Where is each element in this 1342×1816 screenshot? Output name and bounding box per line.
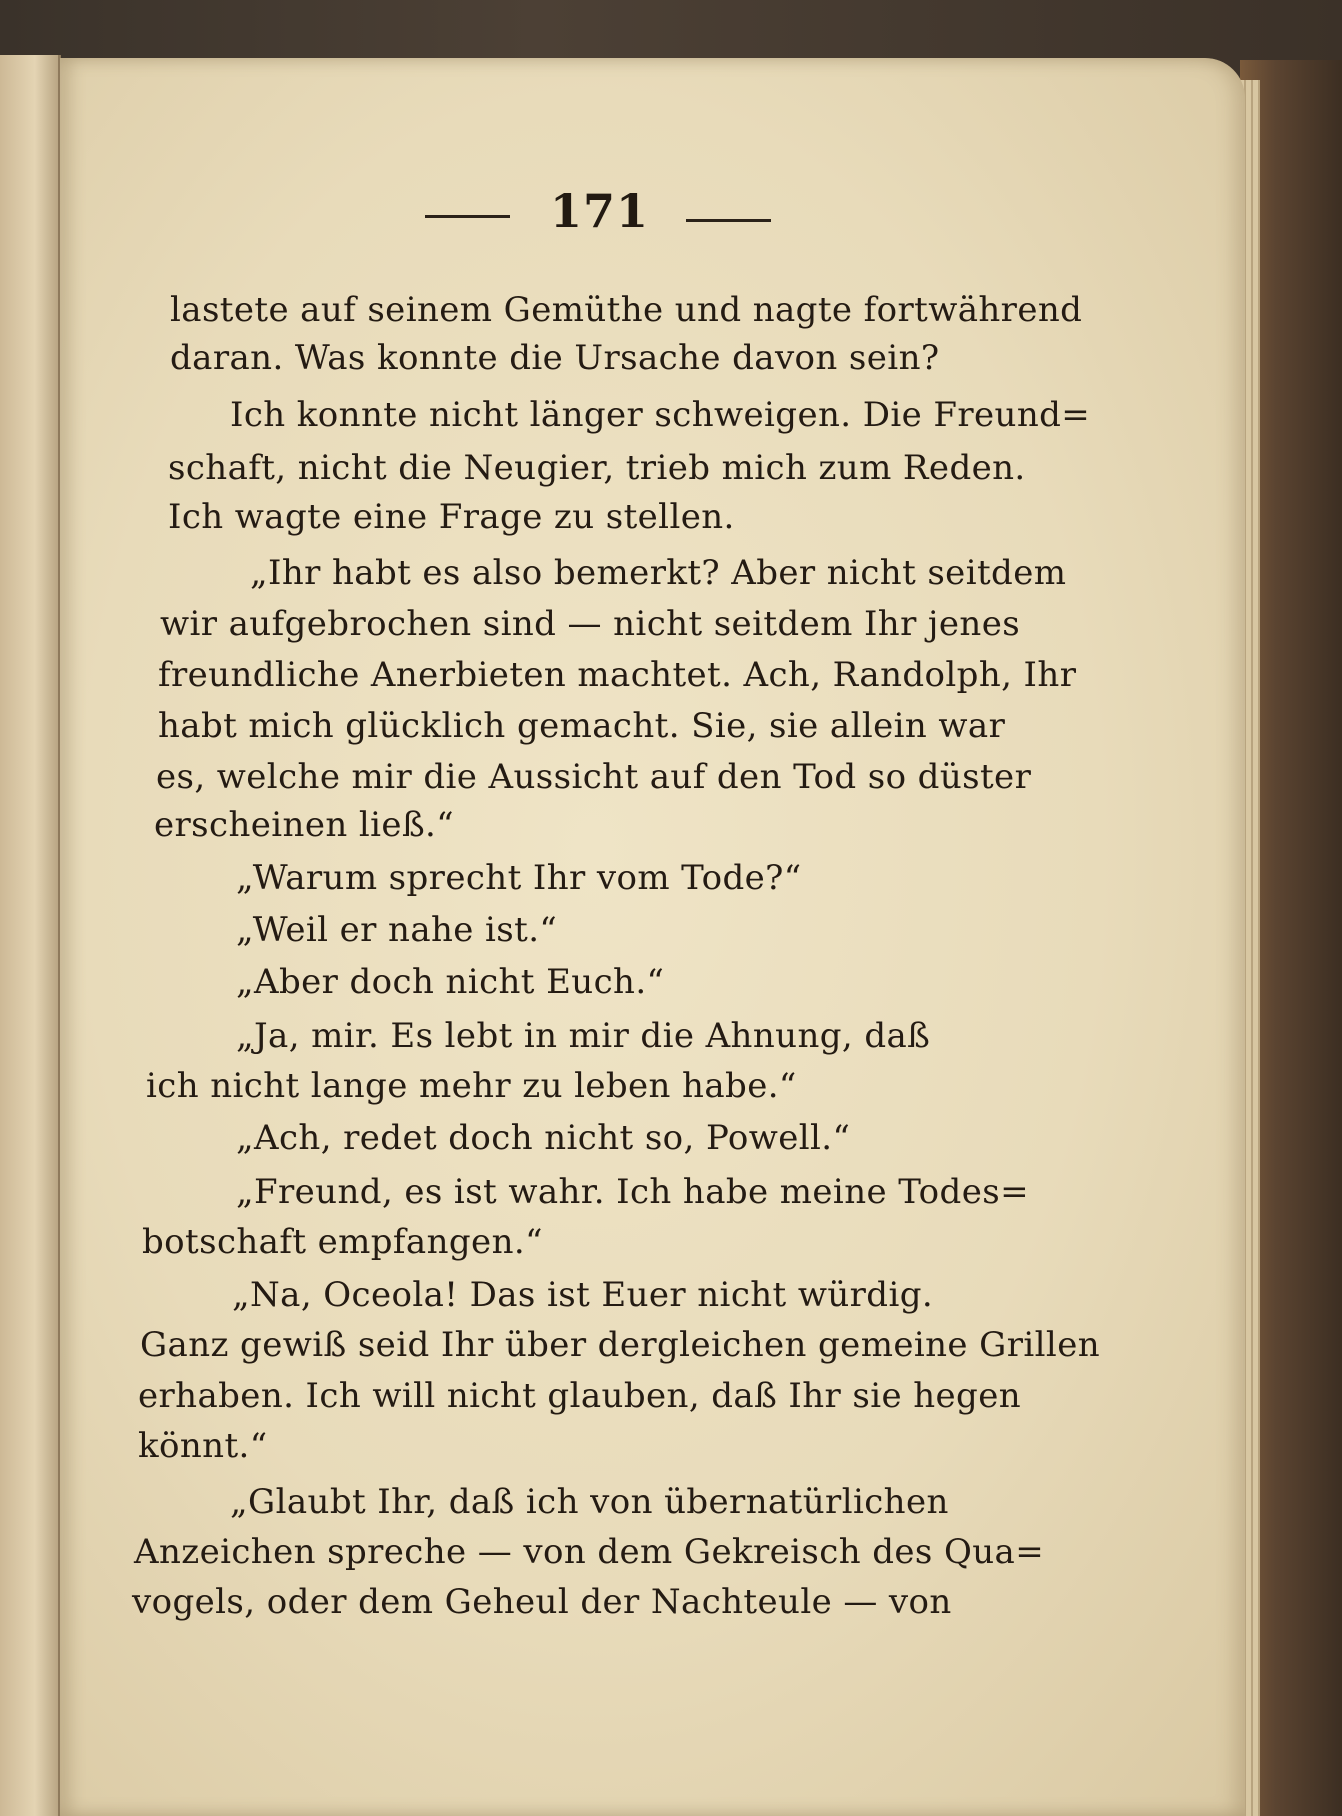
text-line: Ich wagte eine Frage zu stellen.	[168, 497, 735, 537]
text-line: Ich konnte nicht länger schweigen. Die Freund=	[230, 395, 1091, 435]
text-line: könnt.“	[138, 1426, 268, 1466]
text-line: „Warum sprecht Ihr vom Tode?“	[236, 858, 802, 898]
text-line: lastete auf seinem Gemüthe und nagte fortwährend	[170, 290, 1083, 330]
text-line: „Na, Oceola! Das ist Euer nicht würdig.	[232, 1275, 934, 1315]
text-line: freundliche Anerbieten machtet. Ach, Randolph, Ihr	[158, 655, 1077, 695]
text-line: schaft, nicht die Neugier, trieb mich zum Reden.	[168, 448, 1026, 488]
text-line: habt mich glücklich gemacht. Sie, sie allein war	[158, 706, 1006, 746]
text-line: erscheinen ließ.“	[154, 805, 455, 845]
text-line: es, welche mir die Aussicht auf den Tod so düster	[156, 757, 1032, 797]
text-line: ich nicht lange mehr zu leben habe.“	[146, 1066, 797, 1106]
text-line: „Ja, mir. Es lebt in mir die Ahnung, daß	[236, 1016, 931, 1056]
text-line: „Ach, redet doch nicht so, Powell.“	[236, 1118, 851, 1158]
text-line: vogels, oder dem Geheul der Nachteule — von	[132, 1582, 952, 1622]
text-line: Ganz gewiß seid Ihr über dergleichen gemeine Grillen	[140, 1325, 1101, 1365]
text-line: erhaben. Ich will nicht glauben, daß Ihr sie hegen	[138, 1376, 1022, 1416]
text-line: „Glaubt Ihr, daß ich von übernatürlichen	[230, 1482, 949, 1522]
text-line: „Aber doch nicht Euch.“	[236, 962, 665, 1002]
text-line: Anzeichen spreche — von dem Gekreisch des Qua=	[134, 1532, 1045, 1572]
text-line: botschaft empfangen.“	[142, 1222, 543, 1262]
text-line: „Freund, es ist wahr. Ich habe meine Todes=	[236, 1172, 1029, 1212]
text-line: „Weil er nahe ist.“	[236, 910, 558, 950]
text-line: daran. Was konnte die Ursache davon sein?	[170, 338, 940, 378]
text-line: wir aufgebrochen sind — nicht seitdem Ihr jenes	[160, 604, 1021, 644]
page-number: 171	[550, 184, 650, 238]
text-line: „Ihr habt es also bemerkt? Aber nicht seitdem	[250, 553, 1067, 593]
